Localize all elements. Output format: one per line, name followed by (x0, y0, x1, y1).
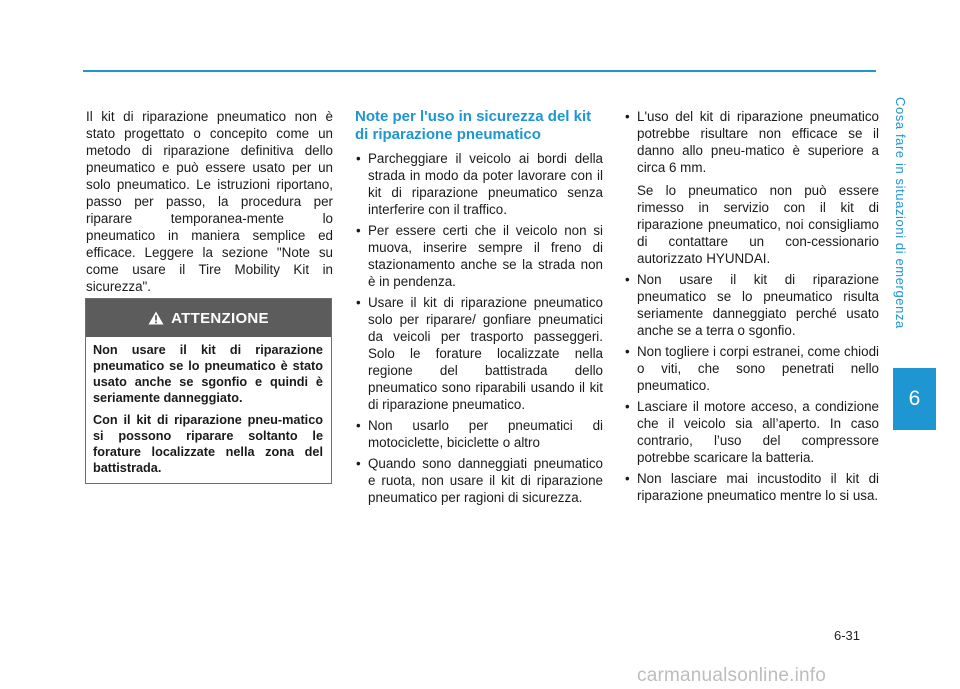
warning-body (86, 337, 331, 476)
chapter-tab (893, 368, 936, 430)
list-item: • Non togliere i corpi estranei, come chiodi o viti, che sono penetrati nello pneumatico. (624, 343, 879, 394)
warning-triangle-icon (148, 311, 164, 325)
warning-paragraph-1: Non usare il kit di riparazione pneumatico se lo pneumatico è stato usato anche se sgonfio e quindi è seriamente danneggiato. (93, 343, 323, 405)
list-item: • Non usare il kit di riparazione pneumatico se lo pneumatico risulta seriamente danneggiato perché usato anche se a terra o sgonfio. (624, 271, 879, 339)
warning-title: ATTENZIONE (171, 309, 269, 327)
chapter-side-title: Cosa fare in situazioni di emergenza (893, 96, 908, 329)
safety-notes-list-continued (624, 108, 879, 504)
list-item (624, 108, 879, 267)
list-item: • Per essere certi che il veicolo non si muova, inserire sempre il freno di stazionamento anche se la strada non è in pendenza. (355, 222, 603, 290)
intro-paragraph: Il kit di riparazione pneumatico non è stato progettato o concepito come un metodo di riparazione definitiva dello pneumatico e può essere usato per un solo pneumatico. Le istruzioni riportano, passo per passo, la procedura per riparare temporanea-mente lo pneumatico in maniera semplice ed efficace. Leggere la sezione "Note su come usare il Tire Mobility Kit in sicurezza". (86, 109, 333, 294)
middle-column (355, 108, 603, 510)
page-number: 6-31 (834, 628, 861, 643)
warning-box (85, 298, 332, 484)
list-item-subparagraph: Se lo pneumatico non può essere rimesso in servizio con il kit di riparazione pneumatico, noi consigliamo di contattare un con-cessionario autorizzato HYUNDAI. (637, 183, 879, 266)
warning-paragraph-2: Con il kit di riparazione pneu-matico si possono riparare soltanto le forature localizzate nella zona del battistrada. (93, 413, 323, 475)
list-item: • Non usarlo per pneumatici di motociclette, biciclette o altro (355, 417, 603, 451)
list-item: • Lasciare il motore acceso, a condizione che il veicolo sia all’aperto. In caso contrario, l’uso del compressore potrebbe scaricare la batteria. (624, 398, 879, 466)
header-rule (83, 70, 876, 72)
list-item: • Parcheggiare il veicolo ai bordi della strada in modo da poter lavorare con il kit di riparazione pneumatico senza interferire con il traffico. (355, 150, 603, 218)
left-column (86, 108, 333, 295)
section-title: Note per l'uso in sicurezza del kit di riparazione pneumatico (355, 108, 592, 143)
warning-header (86, 299, 331, 337)
right-column (624, 108, 879, 508)
list-item: • Non lasciare mai incustodito il kit di riparazione pneumatico mentre lo si usa. (624, 470, 879, 504)
list-item: • Quando sono danneggiati pneumatico e ruota, non usare il kit di riparazione pneumatico per ragioni di sicurezza. (355, 455, 603, 506)
list-item-text: L'uso del kit di riparazione pneumatico potrebbe risultare non efficace se il danno allo pneu-matico è superiore a circa 6 mm. (637, 109, 879, 175)
safety-notes-list (355, 150, 603, 506)
list-item: • Usare il kit di riparazione pneumatico solo per riparare/ gonfiare pneumatici da veicoli per trasporto passeggeri. Solo le forature localizzate nella regione del battistrada dello pneumatico sono riparabili usando il kit di riparazione pneumatico. (355, 294, 603, 413)
chapter-number: 6 (908, 387, 921, 410)
watermark[interactable]: carmanualsonline.info (637, 665, 827, 686)
